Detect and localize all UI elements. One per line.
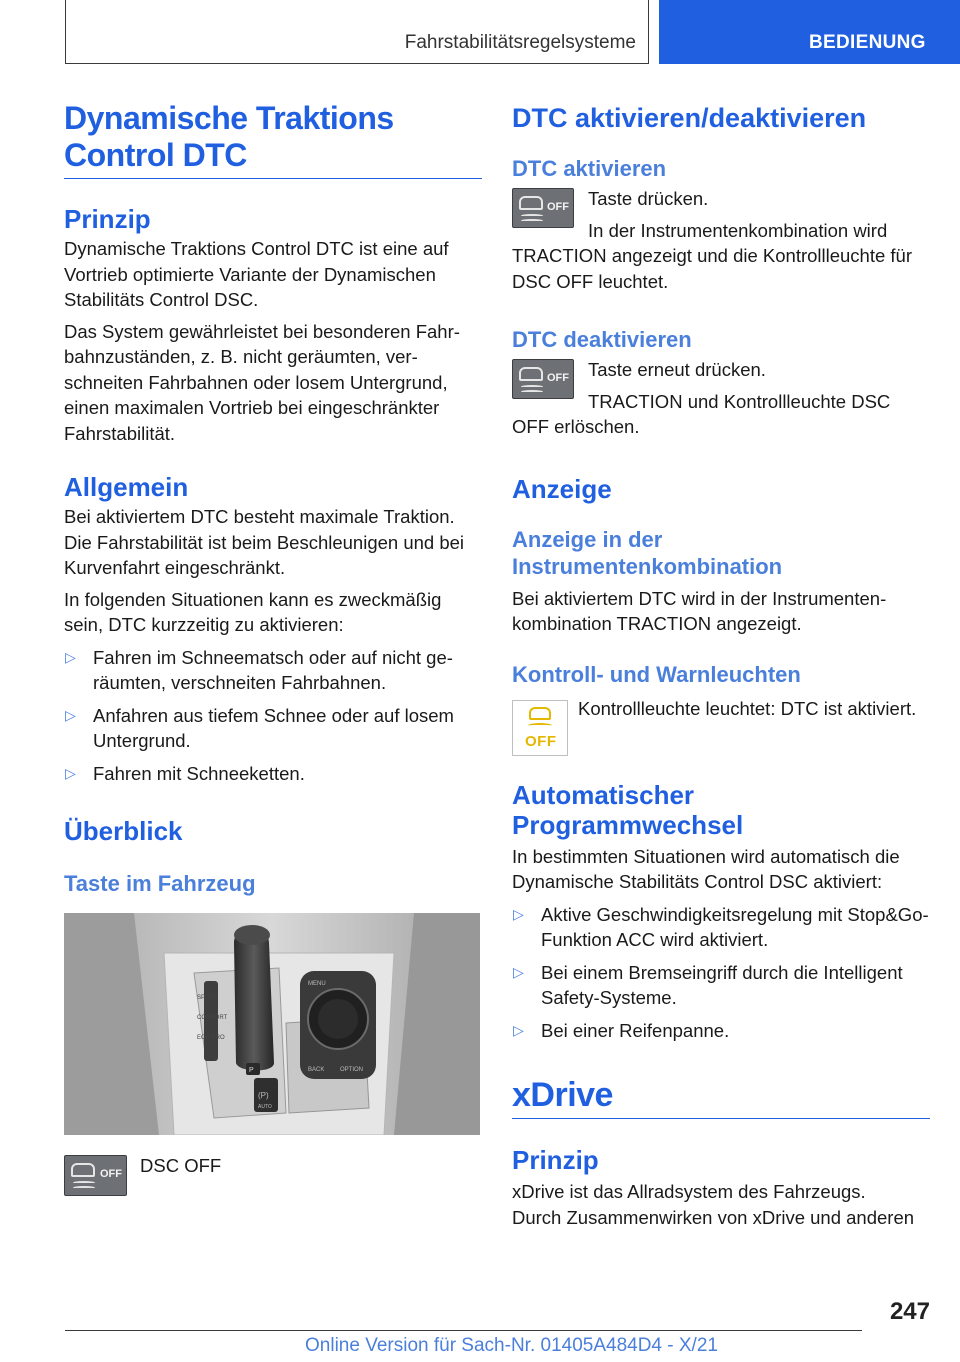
bullet-triangle-icon: ▷ <box>65 648 76 665</box>
dtc-activate-heading: DTC aktivieren <box>512 156 667 181</box>
kontroll-warnleuchten-heading: Kontroll- und Warnleuchten <box>512 661 801 687</box>
auto-programmwechsel-heading: Automatischer Programmwechsel <box>512 779 744 840</box>
menu-button-label: MENU <box>308 981 326 987</box>
dsc-icon-off-text: OFF <box>547 201 569 213</box>
footer-divider <box>65 1330 862 1331</box>
auto-hold-label: AUTO <box>258 1104 272 1110</box>
parking-brake-symbol: (P) <box>258 1091 269 1100</box>
bullet-triangle-icon: ▷ <box>65 764 76 781</box>
prinzip-paragraph-1: Dynamische Traktions Control DTC ist eine auf Vortrieb optimierte Variante der Dynamischen Stabilitäts Control DSC. <box>64 238 449 310</box>
bullet-triangle-icon: ▷ <box>513 963 524 980</box>
prinzip-heading: Prinzip <box>64 204 151 234</box>
allgemein-paragraph-1: Bei aktiviertem DTC besteht maximale Traktion. Die Fahrstabilität ist beim Beschleunigen und bei Kurvenfahrt eingeschränkt. <box>64 506 465 578</box>
list-item <box>512 960 930 1011</box>
list-item-text: Anfahren aus tiefem Schnee oder auf losem Untergrund. <box>93 704 454 751</box>
page-number: 247 <box>889 1298 930 1325</box>
dsc-off-legend <box>64 1153 482 1203</box>
page-title <box>64 100 482 179</box>
dtc-activate-step <box>512 186 930 243</box>
dtc-toggle-heading: DTC aktivieren/deaktivieren <box>512 103 867 133</box>
dsc-off-button-icon <box>512 359 574 399</box>
xdrive-paragraph-2: Durch Zusammenwirken von xDrive und anderen <box>512 1206 915 1228</box>
right-column <box>512 100 930 1230</box>
footer-online-version: Online Version für Sach-Nr. 01405A484D4 - X/21 <box>305 1335 718 1356</box>
comfort-button-label: COMFORT <box>197 1015 228 1021</box>
prinzip-paragraph-2: Das System gewährleistet bei besonderen Fahrbahnzuständen, z. B. nicht geräumten, verschneiten Fahrbahnen oder losem Untergrund, einen maximalen Vortrieb bei eingeschränkter Fahrstabilität. <box>64 320 460 444</box>
dsc-off-label: DSC OFF <box>140 1155 222 1176</box>
header-chapter-label: BEDIENUNG <box>809 32 926 53</box>
list-item <box>64 645 482 696</box>
dtc-indicator-text: Kontrollleuchte leuchtet: DTC ist aktiviert. <box>578 697 917 719</box>
left-column <box>64 100 482 1203</box>
list-item <box>512 902 930 953</box>
bullet-triangle-icon: ▷ <box>513 1021 524 1038</box>
ueberblick-heading: Überblick <box>64 816 183 846</box>
list-item-text: Bei einer Reifenpanne. <box>541 1019 730 1041</box>
dtc-deactivate-line2: TRACTION und Kontrollleuchte DSC <box>588 390 891 412</box>
list-item <box>512 1018 930 1044</box>
eco-pro-button-label: ECO PRO <box>197 1035 225 1041</box>
anzeige-sub-heading: Anzeige in der Instrumentenkombination <box>512 526 783 579</box>
dtc-deactivate-line1: Taste erneut drücken. <box>588 359 766 380</box>
dtc-deactivate-heading: DTC deaktivieren <box>512 327 692 352</box>
list-item-text: Bei einem Bremseingriff durch die Intelligent Safety-Systeme. <box>541 961 903 1008</box>
park-button-label: P <box>249 1067 254 1074</box>
allgemein-paragraph-2: In folgenden Situationen kann es zweckmäßig sein, DTC kurzzeitig zu aktivieren: <box>64 588 442 635</box>
sport-button-label: SPORT <box>197 995 218 1001</box>
bullet-triangle-icon: ▷ <box>65 706 76 723</box>
dtc-deactivate-rest: OFF erlöschen. <box>512 416 640 437</box>
anzeige-heading: Anzeige <box>512 473 612 504</box>
auto-programmwechsel-paragraph: In bestimmten Situationen wird automatisch die Dynamische Stabilitäts Control DSC aktiviert: <box>512 845 900 892</box>
dtc-warning-light-icon <box>512 700 568 756</box>
xdrive-paragraph-1: xDrive ist das Allradsystem des Fahrzeugs. <box>512 1181 866 1202</box>
list-item <box>64 703 482 754</box>
allgemein-heading: Allgemein <box>64 472 189 502</box>
option-button-label: OPTION <box>340 1067 364 1073</box>
list-item <box>64 761 482 787</box>
dsc-off-button-icon <box>64 1155 127 1196</box>
dsc-off-button-icon <box>512 188 574 228</box>
centre-console-illustration <box>64 913 480 1135</box>
dtc-activate-line1: Taste drücken. <box>588 188 709 209</box>
xdrive-title: xDrive <box>512 1077 930 1119</box>
dtc-activate-rest: TRACTION angezeigt und die Kontrollleuchte für DSC OFF leuchtet. <box>512 245 913 292</box>
header-section-box <box>65 0 649 64</box>
warn-icon-off-text: OFF <box>525 732 557 750</box>
header-section-title: Fahrstabilitätsregelsysteme <box>404 32 636 53</box>
back-button-label: BACK <box>308 1067 325 1073</box>
dtc-activate-line2: In der Instrumentenkombination wird <box>588 219 888 241</box>
page-title-line1: Dynamische Traktions <box>64 100 394 136</box>
anzeige-paragraph: Bei aktiviertem DTC wird in der Instrumentenkombination TRACTION angezeigt. <box>512 587 887 634</box>
page-title-line2: Control DTC <box>64 137 247 173</box>
bullet-triangle-icon: ▷ <box>513 905 524 922</box>
dtc-indicator-legend <box>512 696 930 756</box>
header-chapter-tab[interactable] <box>659 0 960 64</box>
taste-im-fahrzeug-heading: Taste im Fahrzeug <box>64 871 256 896</box>
xdrive-prinzip-heading: Prinzip <box>512 1145 599 1175</box>
centre-console-photo <box>64 913 480 1135</box>
list-item-text: Fahren im Schneematsch oder auf nicht geräumten, verschneiten Fahrbahnen. <box>93 646 453 693</box>
dsc-icon-off-text: OFF <box>547 372 569 384</box>
dtc-deactivate-step <box>512 357 930 414</box>
list-item-text: Aktive Geschwindigkeitsregelung mit Stop&Go-Funktion ACC wird aktiviert. <box>541 903 929 950</box>
list-item-text: Fahren mit Schneeketten. <box>93 762 305 784</box>
dsc-icon-off-text: OFF <box>100 1168 122 1180</box>
